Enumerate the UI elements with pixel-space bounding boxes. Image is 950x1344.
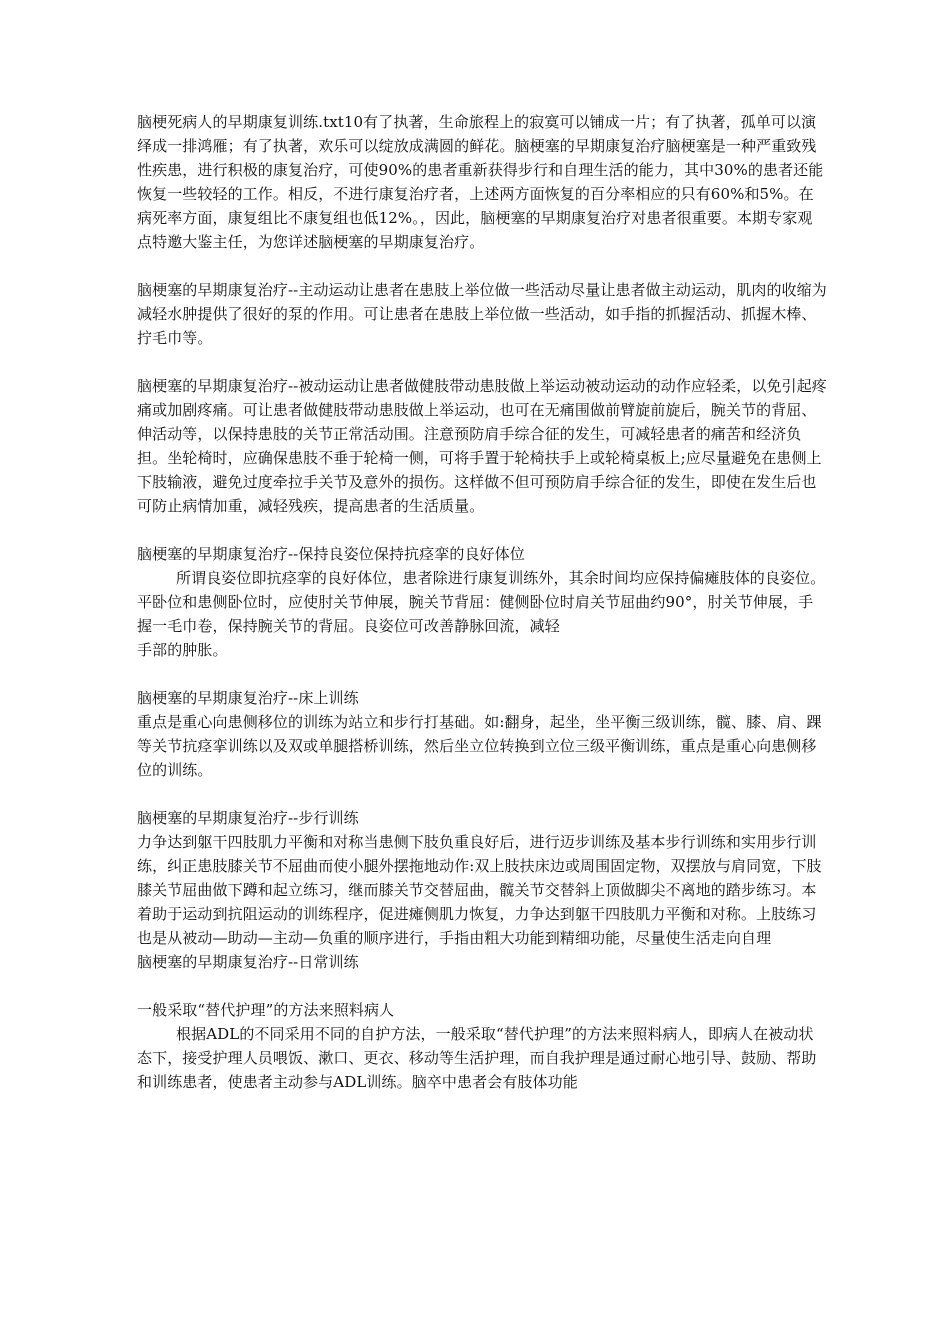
posture-paragraph-end: 手部的肿胀。 [137,641,228,659]
paragraph-gap [137,662,827,686]
care-method-paragraph: 根据ADL的不同采用不同的自护方法，一般采取“替代护理”的方法来照料病人，即病人在被动状态下，接受护理人员喂饭、漱口、更衣、移动等生活护理，而自我护理是通过耐心地引导、鼓励、帮助和训练患者，使患者主动参与ADL训练。脑卒中患者会有肢体功能 [137,1025,817,1091]
walking-training-paragraph: 力争达到躯干四肢肌力平衡和对称当患侧下肢负重良好后，进行迈步训练及基本步行训练和实用步行训练，纠正患肢膝关节不屈曲而使小腿外摆拖地动作:双上肢扶床边或周围固定物，双摆放与肩同宽，下肢膝关节屈曲做下蹲和起立练习，继而膝关节交替屈曲，髋关节交替斜上顶做脚尖不离地的踏步练习。本着助于运动到抗阻运动的训练程序，促进瘫侧肌力恢复，力争达到躯干四肢肌力平衡和对称。上肢练习也是从被动—助动—主动—负重的顺序进行，手指由粗大功能到精细功能，尽量使生活走向自理 [137,833,822,947]
passive-exercise-paragraph: 脑梗塞的早期康复治疗--被动运动让患者做健肢带动患肢做上举运动被动运动的动作应轻柔，以免引起疼痛或加剧疼痛。可让患者做健肢带动患肢做上举运动，也可在无痛围做前臂旋前旋后，腕关节的背屈、伸活动等，以保持患肢的关节正常活动围。注意预防肩手综合征的发生，可减轻患者的痛苦和经济负担。坐轮椅时，应确保患肢不垂于轮椅一侧，可将手置于轮椅扶手上或轮椅桌板上;应尽量避免在患侧上下肢输液，避免过度牵拉手关节及意外的损伤。这样做不但可预防肩手综合征的发生，即使在发生后也可防止病情加重，减轻残疾，提高患者的生活质量。 [137,377,827,515]
posture-heading: 脑梗塞的早期康复治疗--保持良姿位保持抗痉挛的良好体位 [137,545,525,563]
document-page [137,110,827,1094]
paragraph-gap [137,974,827,998]
paragraph-gap [137,350,827,374]
intro-paragraph: 脑梗死病人的早期康复训练.txt10有了执著，生命旅程上的寂寞可以铺成一片；有了执著，孤单可以演绎成一排鸿雁；有了执著，欢乐可以绽放成满圆的鲜花。脑梗塞的早期康复治疗脑梗塞是一种严重致残性疾患，进行积极的康复治疗，可使90%的患者重新获得步行和自理生活的能力，其中30%的患者还能恢复一些较轻的工作。相反，不进行康复治疗者，上述两方面恢复的百分率相应的只有60%和5%。在病死率方面，康复组比不康复组也低12%。，因此，脑梗塞的早期康复治疗对患者很重要。本期专家观点特邀大鉴主任，为您详述脑梗塞的早期康复治疗。 [137,113,824,251]
active-exercise-paragraph: 脑梗塞的早期康复治疗--主动运动让患者在患肢上举位做一些活动尽量让患者做主动运动，肌肉的收缩为减轻水肿提供了很好的泵的作用。可让患者在患肢上举位做一些活动，如手指的抓握活动、抓握木棒、拧毛巾等。 [137,281,827,347]
daily-training-heading: 脑梗塞的早期康复治疗--日常训练 [137,953,359,971]
walking-training-heading: 脑梗塞的早期康复治疗--步行训练 [137,809,359,827]
paragraph-gap [137,782,827,806]
paragraph-gap [137,254,827,278]
care-method-heading: 一般采取“替代护理”的方法来照料病人 [137,1001,395,1019]
paragraph-gap [137,518,827,542]
bed-training-heading: 脑梗塞的早期康复治疗--床上训练 [137,689,359,707]
posture-paragraph: 所谓良姿位即抗痉挛的良好体位，患者除进行康复训练外，其余时间均应保持偏瘫肢体的良姿位。平卧位和患侧卧位时，应使肘关节伸展，腕关节背屈：健侧卧位时肩关节屈曲约90°，肘关节伸展，手握一毛巾卷，保持腕关节的背屈。良姿位可改善静脉回流，减轻 [137,569,826,635]
bed-training-paragraph: 重点是重心向患侧移位的训练为站立和步行打基础。如:翻身，起坐，坐平衡三级训练，髋、膝、肩、踝等关节抗痉挛训练以及双或单腿搭桥训练，然后坐立位转换到立位三级平衡训练，重点是重心向患侧移位的训练。 [137,713,822,779]
